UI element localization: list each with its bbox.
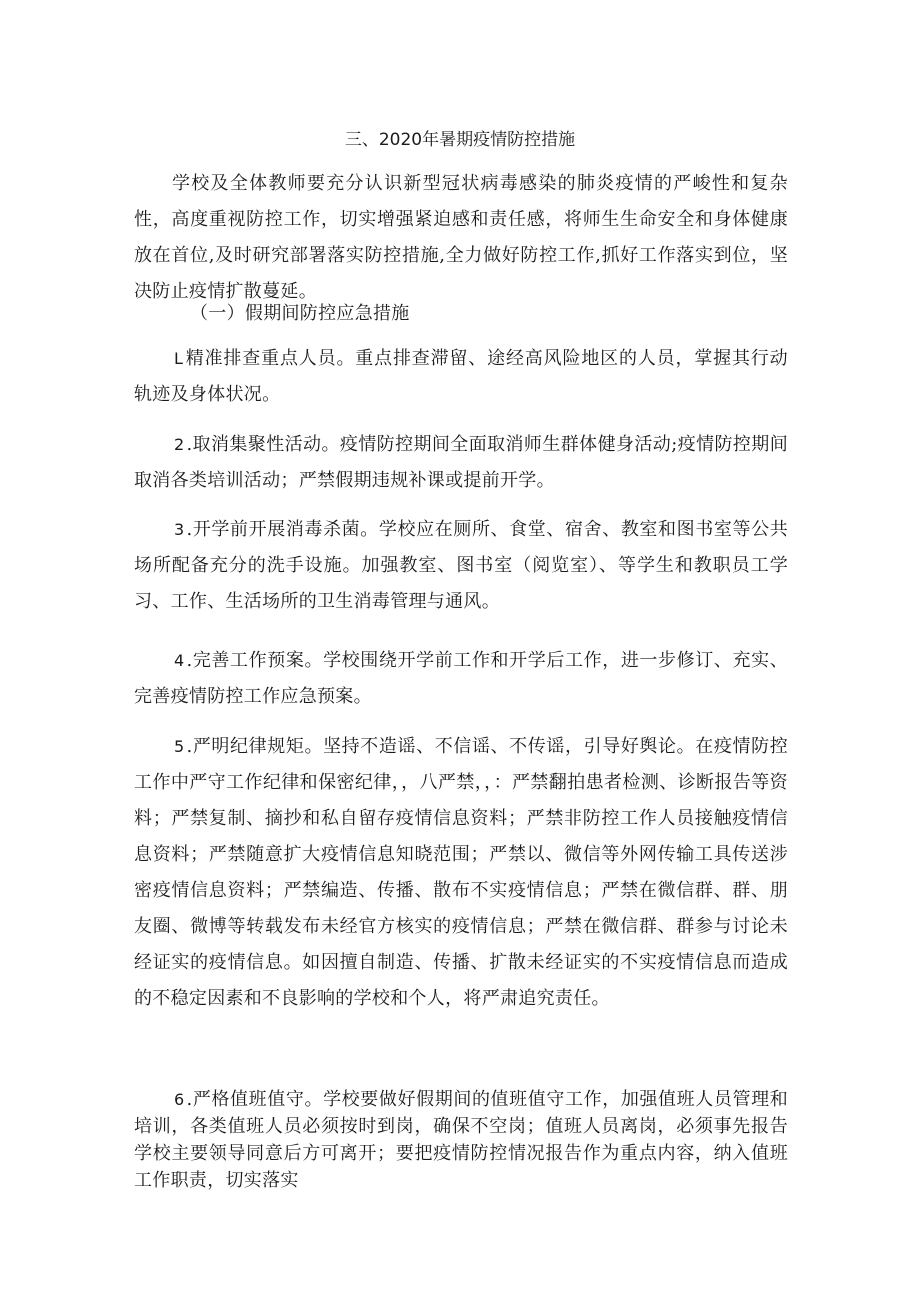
list-item-text: .取消集聚性活动。疫情防控期间全面取消师生群体健身活动;疫情防控期间取消各类培训活动；严禁假期违规补课或提前开学。 xyxy=(134,434,788,491)
list-item-number: 4 xyxy=(174,651,185,670)
list-item-1 xyxy=(134,341,788,413)
list-item-text: .完善工作预案。学校围绕开学前工作和开学后工作，进一步修订、充实、完善疫情防控工作应急预案。 xyxy=(134,650,788,707)
list-item-number: 6 xyxy=(174,1090,185,1109)
list-item-5 xyxy=(134,729,788,1017)
list-item-6 xyxy=(134,1086,788,1194)
list-item-4 xyxy=(134,643,788,715)
list-item-number: 5 xyxy=(174,737,185,756)
intro-paragraph: 学校及全体教师要充分认识新型冠状病毒感染的肺炎疫情的严峻性和复杂性，高度重视防控工作，切实增强紧迫感和责任感，将师生生命安全和身体健康放在首位,及时研究部署落实防控措施,全力做好防控工作,抓好工作落实到位，坚决防止疫情扩散蔓延。 xyxy=(134,173,788,302)
page-title: 三、2020年暑期疫情防控措施 xyxy=(344,130,576,150)
list-item-number: 3 xyxy=(174,520,185,539)
list-item-number: L xyxy=(174,349,184,368)
list-item-text: 精准排查重点人员。重点排查滞留、途经高风险地区的人员，掌握其行动轨迹及身体状况。 xyxy=(134,348,788,405)
list-item-text: .开学前开展消毒杀菌。学校应在厕所、食堂、宿舍、教室和图书室等公共场所配备充分的洗手设施。加强教室、图书室（阅览室）、等学生和教职员工学习、工作、生活场所的卫生消毒管理与通风。 xyxy=(134,519,788,612)
list-item-number: 2 xyxy=(174,435,185,454)
list-item-text: .严明纪律规矩。坚持不造谣、不信谣、不传谣，引导好舆论。在疫情防控工作中严守工作纪律和保密纪律，，八严禁，，：严禁翻拍患者检测、诊断报告等资料；严禁复制、摘抄和私自留存疫情信息资料；严禁非防控工作人员接触疫情信息资料；严禁随意扩大疫情信息知晓范围；严禁以、微信等外网传输工具传送涉密疫情信息资料；严禁编造、传播、散布不实疫情信息；严禁在微信群、群、朋友圈、微博等转载发布未经官方核实的疫情信息；严禁在微信群、群参与讨论未经证实的疫情信息。如因擅自制造、传播、扩散未经证实的不实疫情信息而造成的不稳定因素和不良影响的学校和个人，将严肃追究责任。 xyxy=(134,736,788,1009)
section-heading: （一）假期间防控应急措施 xyxy=(190,303,410,324)
list-item-text: .严格值班值守。学校要做好假期间的值班值守工作，加强值班人员管理和培训，各类值班人员必须按时到岗，确保不空岗；值班人员离岗，必须事先报告学校主要领导同意后方可离开；要把疫情防控情况报告作为重点内容，纳入值班工作职责，切实落实 xyxy=(134,1089,788,1191)
list-item-3 xyxy=(134,512,788,620)
list-item-2 xyxy=(134,427,788,499)
